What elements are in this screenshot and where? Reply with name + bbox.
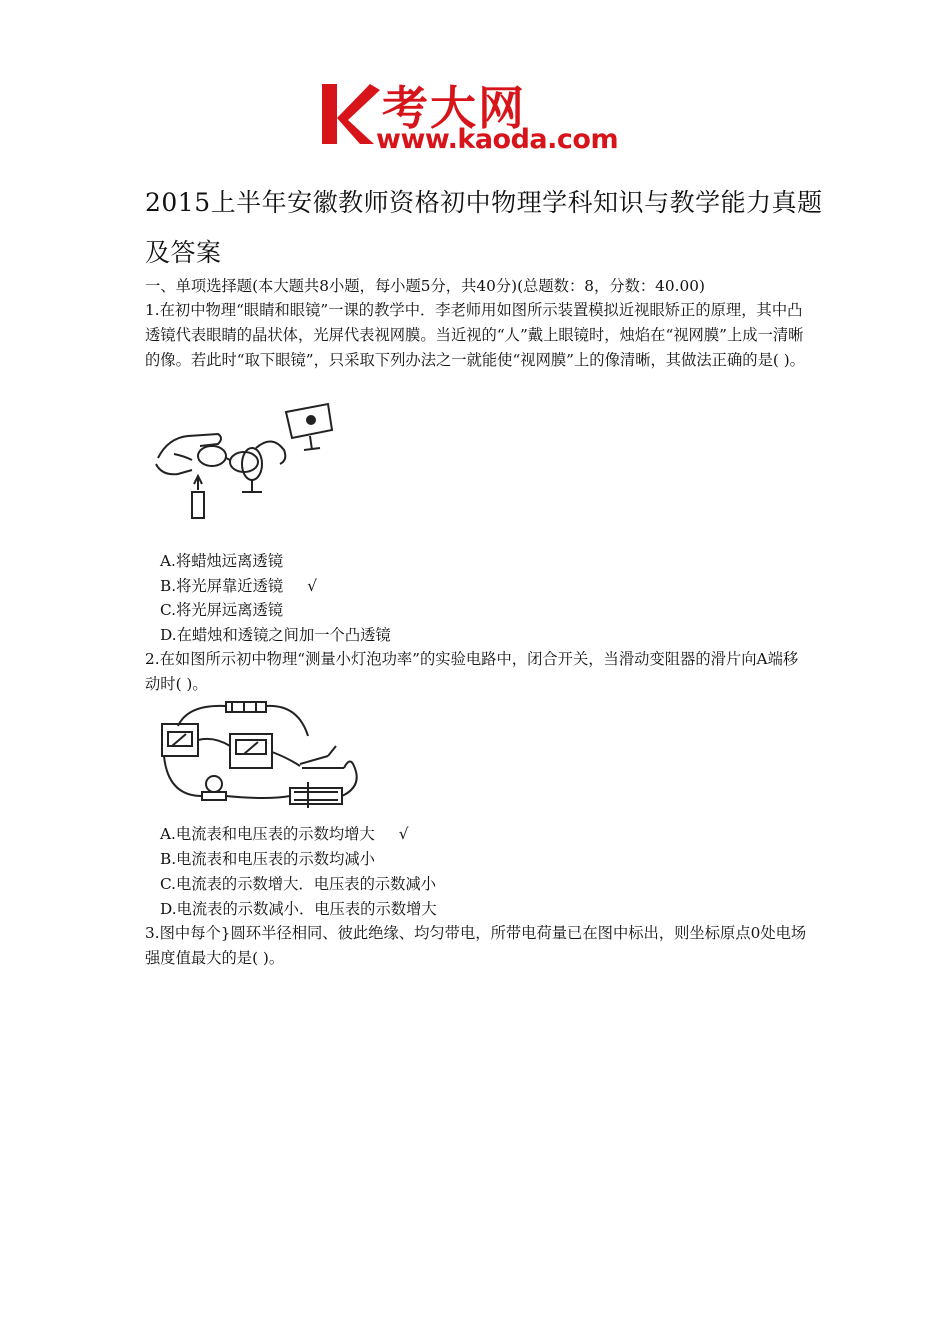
q1-option-b [160, 576, 317, 596]
logo-brand-text: 考大网 [382, 81, 526, 135]
q2-answer-check-icon: √ [398, 825, 409, 843]
eye-model-figure [148, 398, 358, 524]
kaoda-logo [318, 78, 638, 160]
q1-answer-check-icon: √ [307, 577, 317, 595]
q1-option-b-text: B.将光屏靠近透镜 [160, 577, 284, 595]
q1-option-d: D.在蜡烛和透镜之间加一个凸透镜 [160, 626, 391, 644]
q2-option-a-text: A.电流表和电压表的示数均增大 [160, 825, 375, 843]
q1-option-a: A.将蜡烛远离透镜 [160, 552, 283, 570]
circuit-figure [158, 696, 370, 816]
question-2-text: 2.在如图所示初中物理“测量小灯泡功率”的实验电路中，闭合开关，当滑动变阻器的滑片向A端移动时( )。 [145, 650, 799, 693]
question-3-text: 3.图中每个}圆环半径相同、彼此绝缘、均匀带电，所带电荷量已在图中标出，则坐标原点0处电场强度值最大的是( )。 [145, 924, 807, 967]
k-logo-icon [318, 78, 382, 150]
q2-option-a [160, 824, 409, 844]
section-header: 一、单项选择题(本大题共8小题，每小题5分，共40分)(总题数：8，分数：40.00) [145, 277, 705, 295]
logo-url: www.kaoda.com [376, 124, 619, 155]
question-1-text: 1.在初中物理“眼睛和眼镜”一课的教学中．李老师用如图所示装置模拟近视眼矫正的原理，其中凸透镜代表眼睛的晶状体，光屏代表视网膜。当近视的“人”戴上眼镜时，烛焰在“视网膜”上成一清晰的像。若此时“取下眼镜”，只采取下列办法之一就能使“视网膜”上的像清晰，其做法正确的是( )。 [145, 301, 805, 369]
q2-option-d: D.电流表的示数减小．电压表的示数增大 [160, 900, 437, 918]
q1-option-c: C.将光屏远离透镜 [160, 601, 284, 619]
page-title: 2015上半年安徽教师资格初中物理学科知识与教学能力真题及答案 [145, 188, 823, 267]
q2-option-b: B.电流表和电压表的示数均减小 [160, 850, 375, 868]
q2-option-c: C.电流表的示数增大．电压表的示数减小 [160, 875, 437, 893]
